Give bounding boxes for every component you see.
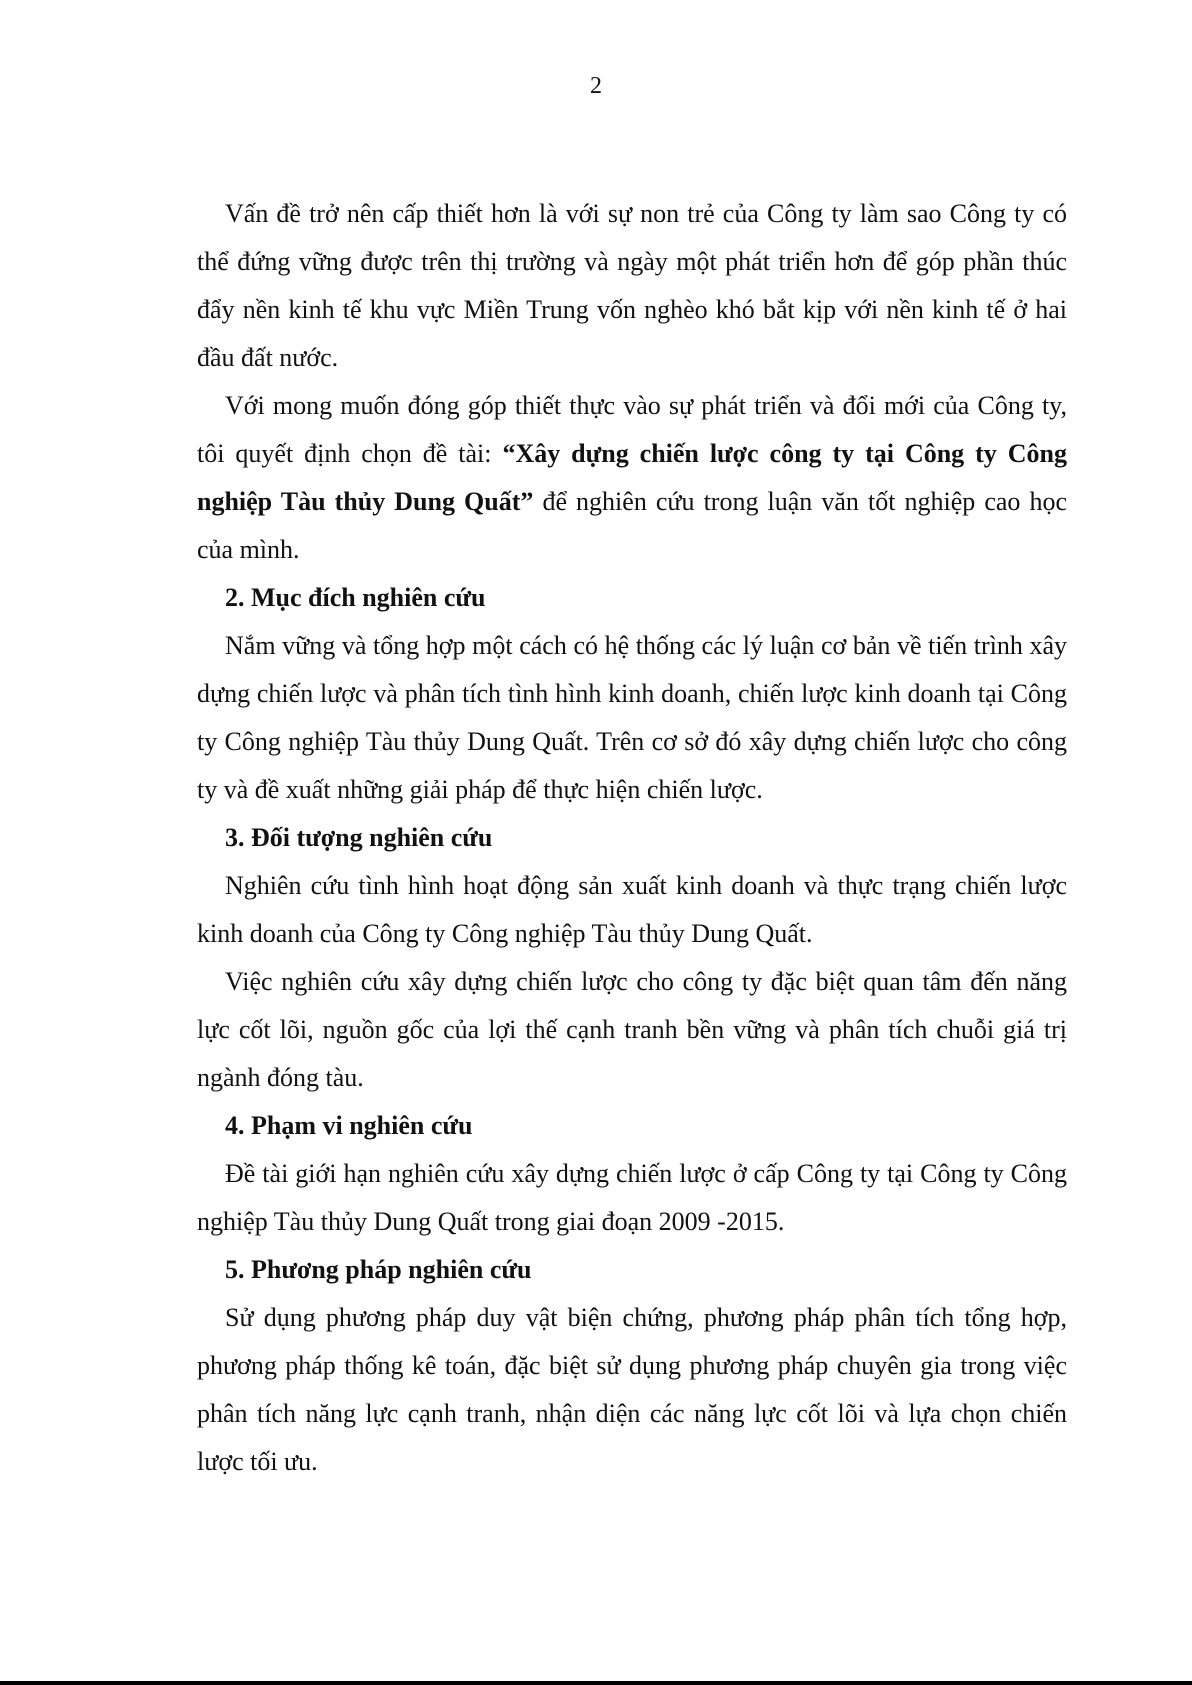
bottom-border [0, 1681, 1192, 1685]
paragraph-urgency: Vấn đề trở nên cấp thiết hơn là với sự non trẻ của Công ty làm sao Công ty có thể đứng vững được trên thị trường và ngày một phát triển hơn để góp phần thúc đẩy nền kinh tế khu vực Miền Trung vốn nghèo khó bắt kịp với nền kinh tế ở hai đầu đất nước. [197, 199, 1067, 372]
paragraph-topic-selection [197, 382, 1067, 574]
paragraph-research-scope: Đề tài giới hạn nghiên cứu xây dựng chiến lược ở cấp Công ty tại Công ty Công nghiệp Tàu thủy Dung Quất trong giai đoạn 2009 -2015. [197, 1159, 1067, 1236]
paragraph-research-method: Sử dụng phương pháp duy vật biện chứng, phương pháp phân tích tổng hợp, phương pháp thống kê toán, đặc biệt sử dụng phương pháp chuyên gia trong việc phân tích năng lực cạnh tranh, nhận diện các năng lực cốt lõi và lựa chọn chiến lược tối ưu. [197, 1303, 1067, 1476]
paragraph-research-focus: Việc nghiên cứu xây dựng chiến lược cho công ty đặc biệt quan tâm đến năng lực cốt lõi, nguồn gốc của lợi thế cạnh tranh bền vững và phân tích chuỗi giá trị ngành đóng tàu. [197, 967, 1067, 1092]
topic-intro-text: Với mong muốn đóng góp thiết thực vào sự phát triển và đổi mới của Công ty, tôi quyết định chọn đề tài: [197, 391, 1067, 468]
document-body [197, 190, 1067, 1486]
paragraph-research-purpose: Nắm vững và tổng hợp một cách có hệ thống các lý luận cơ bản về tiến trình xây dựng chiến lược và phân tích tình hình kinh doanh, chiến lược kinh doanh tại Công ty Công nghiệp Tàu thủy Dung Quất. Trên cơ sở đó xây dựng chiến lược cho công ty và đề xuất những giải pháp để thực hiện chiến lược. [197, 631, 1067, 804]
heading-research-subject: 3. Đối tượng nghiên cứu [225, 823, 493, 852]
page-number: 2 [590, 73, 602, 99]
heading-research-purpose: 2. Mục đích nghiên cứu [225, 583, 486, 612]
topic-title: “Xây dựng chiến lược công ty tại Công ty Công nghiệp Tàu thủy Dung Quất” [197, 439, 1067, 516]
topic-outro-text: để nghiên cứu trong luận văn tốt nghiệp cao học của mình. [197, 487, 1068, 564]
heading-research-scope: 4. Phạm vi nghiên cứu [225, 1111, 473, 1140]
paragraph-research-subject: Nghiên cứu tình hình hoạt động sản xuất kinh doanh và thực trạng chiến lược kinh doanh của Công ty Công nghiệp Tàu thủy Dung Quất. [197, 871, 1067, 948]
heading-research-method: 5. Phương pháp nghiên cứu [225, 1255, 532, 1284]
